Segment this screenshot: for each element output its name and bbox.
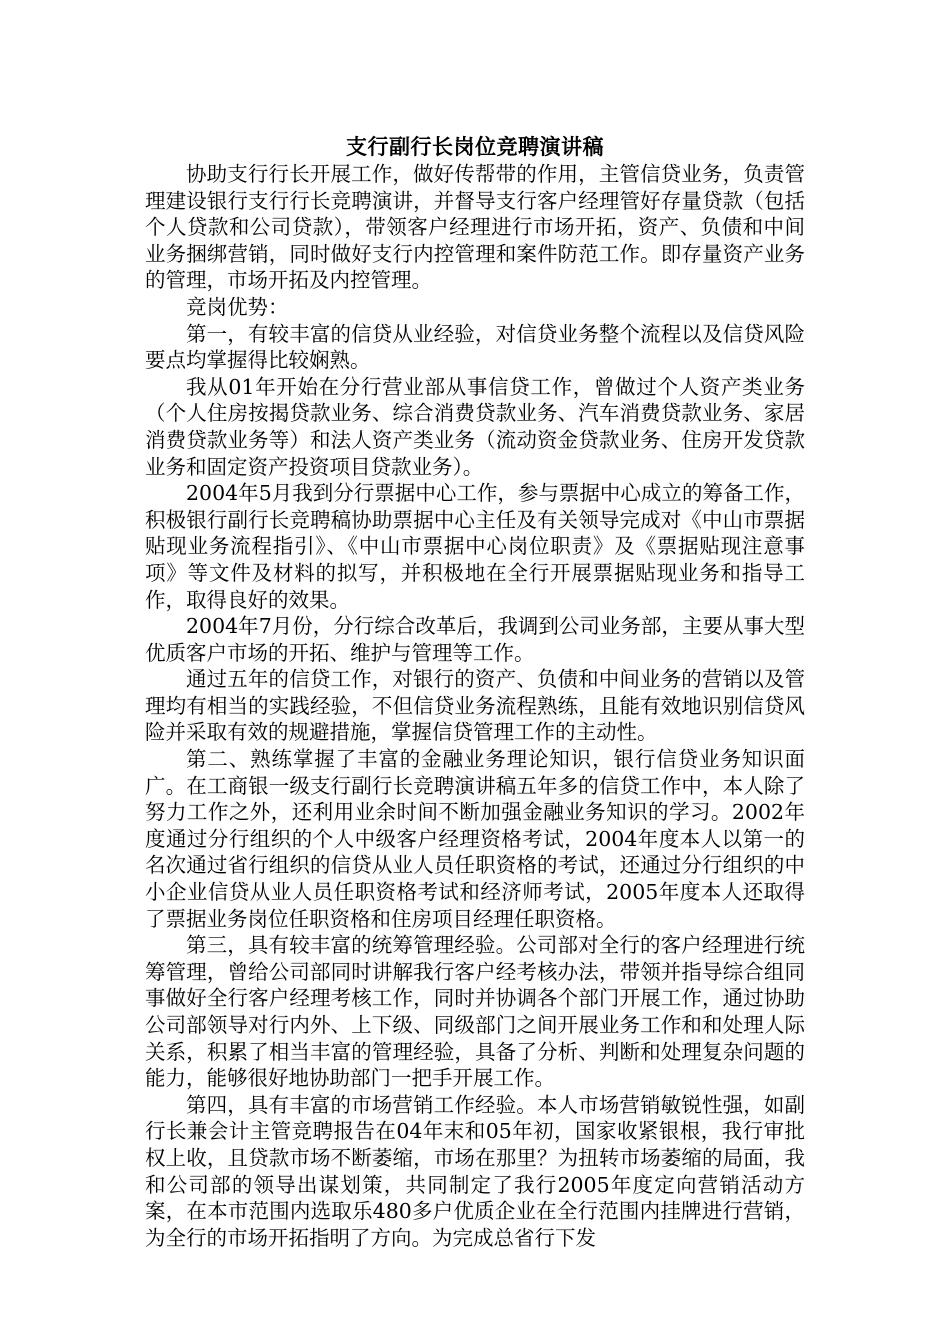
paragraph-advantages-heading: 竞岗优势： xyxy=(186,294,289,319)
paragraph-advantage-4: 第四，具有丰富的市场营销工作经验。本人市场营销敏锐性强，如副行长兼会计主管竞聘报告在04年末和05年初，国家收紧银根，我行审批权上收，且贷款市场不断萎缩，市场在那里？为扭转市场萎缩的局面，我和公司部的领导出谋划策，共同制定了我行2005年度定向营销活动方案，在本市范围内选取乐480多户优质企业在全行范围内挂牌进行营销，为全行的市场开拓指明了方向。为完成总省行下发 xyxy=(145,1092,805,1250)
paragraph-credit-experience: 我从01年开始在分行营业部从事信贷工作，曾做过个人资产类业务（个人住房按揭贷款业务、综合消费贷款业务、汽车消费贷款业务、家居消费贷款业务等）和法人资产类业务（流动资金贷款业务、住房开发贷款业务和固定资产投资项目贷款业务）。 xyxy=(145,374,805,479)
paragraph-advantage-2: 第二、熟练掌握了丰富的金融业务理论知识，银行信贷业务知识面广。在工商银一级支行副行长竞聘演讲稿五年多的信贷工作中，本人除了努力工作之外，还利用业余时间不断加强金融业务知识的学习。2002年度通过分行组织的个人中级客户经理资格考试，2004年度本人以第一的名次通过省行组织的信贷从业人员任职资格的考试，还通过分行组织的中小企业信贷从业人员任职资格考试和经济师考试，2005年度本人还取得了票据业务岗位任职资格和住房项目经理任职资格。 xyxy=(145,747,805,931)
document-page xyxy=(145,133,805,1251)
paragraph-advantage-3: 第三，具有较丰富的统筹管理经验。公司部对全行的客户经理进行统筹管理，曾给公司部同时讲解我行客户经考核办法，带领并指导综合组同事做好全行客户经理考核工作，同时并协调各个部门开展工作，通过协助公司部领导对行内外、上下级、同级部门之间开展业务工作和和处理人际关系，积累了相当丰富的管理经验，具备了分析、判断和处理复杂问题的能力，能够很好地协助部门一把手开展工作。 xyxy=(145,933,805,1091)
paragraph-advantage-1: 第一，有较丰富的信贷从业经验，对信贷业务整个流程以及信贷风险要点均掌握得比较娴熟。 xyxy=(145,321,805,373)
document-title: 支行副行长岗位竞聘演讲稿 xyxy=(346,134,604,159)
paragraph-duties: 协助支行行长开展工作，做好传帮带的作用，主管信贷业务，负责管理建设银行支行行长竞聘演讲，并督导支行客户经理管好存量贷款（包括个人贷款和公司贷款），带领客户经理进行市场开拓，资产、负债和中间业务捆绑营销，同时做好支行内控管理和案件防范工作。即存量资产业务的管理，市场开拓及内控管理。 xyxy=(145,162,805,293)
paragraph-corporate-dept: 2004年7月份，分行综合改革后，我调到公司业务部，主要从事大型优质客户市场的开拓、维护与管理等工作。 xyxy=(145,614,805,665)
paragraph-five-years: 通过五年的信贷工作，对银行的资产、负债和中间业务的营销以及管理均有相当的实践经验，不但信贷业务流程熟练，且能有效地识别信贷风险并采取有效的规避措施，掌握信贷管理工作的主动性。 xyxy=(145,667,805,745)
paragraph-bill-center: 2004年5月我到分行票据中心工作，参与票据中心成立的筹备工作，积极银行副行长竞聘稿协助票据中心主任及有关领导完成对《中山市票据贴现业务流程指引》、《中山市票据中心岗位职责》及《票据贴现注意事项》等文件及材料的拟写，并积极地在全行开展票据贴现业务和指导工作，取得良好的效果。 xyxy=(145,481,805,612)
